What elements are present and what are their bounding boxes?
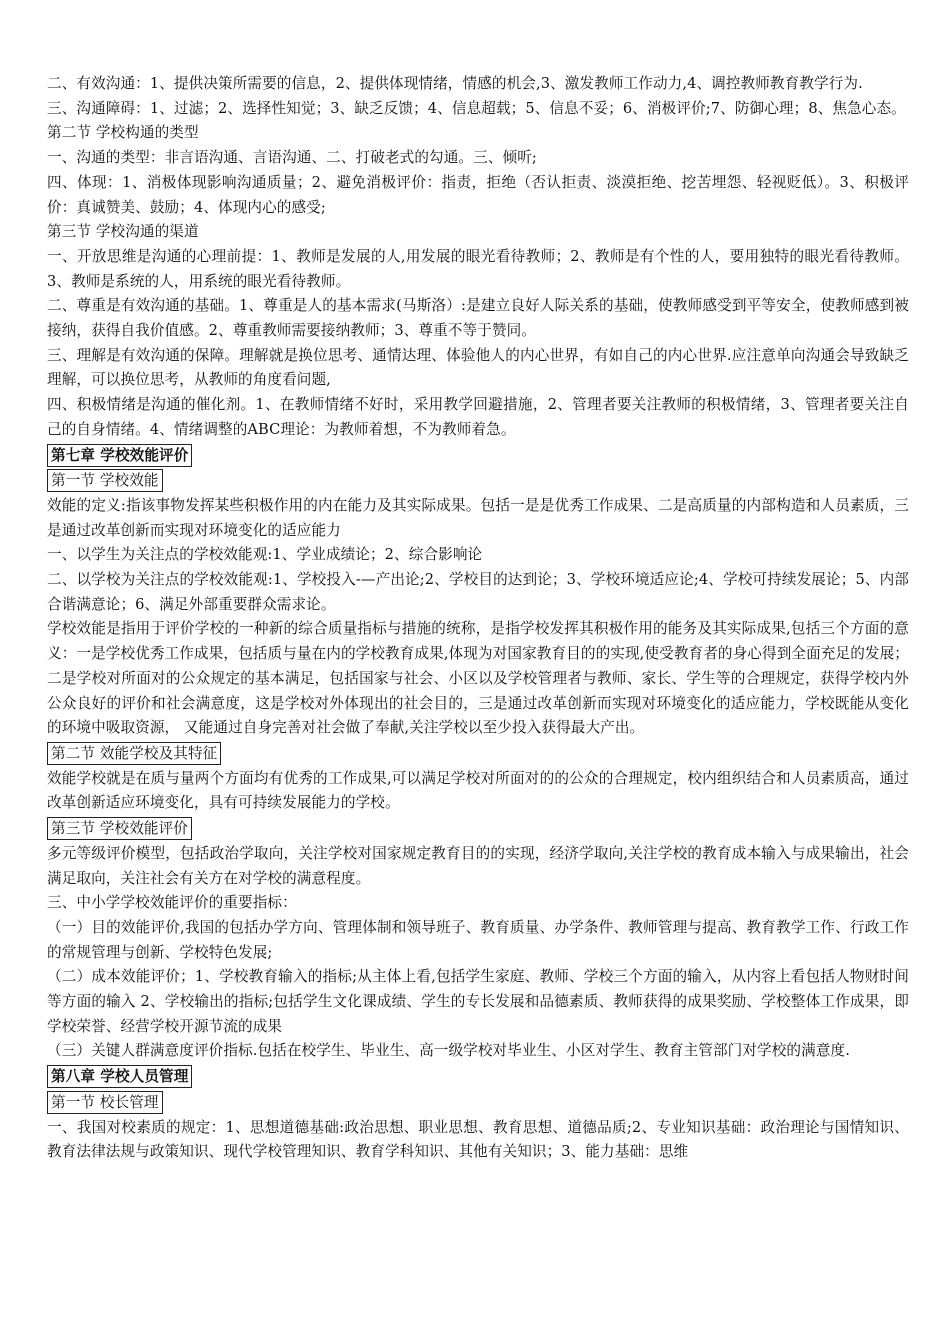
chapter-title: 第七章 学校效能评价: [47, 444, 192, 467]
paragraph: 四、体现：1、消极体现影响沟通质量；2、避免消极评价：指责，拒绝（否认拒责、淡漠拒绝、挖苦埋怨、轻视贬低）。3、积极评价：真诚赞美、鼓励；4、体现内心的感受;: [47, 173, 909, 216]
chapter-heading: [47, 1064, 909, 1090]
paragraph: 四、积极情绪是沟通的催化剂。1、在教师情绪不好时，采用教学回避措施，2、管理者要关注教师的积极情绪，3、管理者要关注自己的自身情绪。4、情绪调整的ABC理论：为教师着想，不为教师着急。: [47, 396, 909, 438]
paragraph: 一、沟通的类型：非言语沟通、言语沟通、二、打破老式的勾通。三、倾听;: [47, 149, 537, 167]
paragraph: （三）关键人群满意度评价指标.包括在校学生、毕业生、高一级学校对毕业生、小区对学生、教育主管部门对学校的满意度.: [47, 1042, 850, 1060]
paragraph: 一、开放思维是沟通的心理前提：1、教师是发展的人,用发展的眼光看待教师；2、教师是有个性的人，要用独特的眼光看待教师。3、教师是系统的人，用系统的眼光看待教师。: [47, 247, 909, 290]
chapter-heading: [47, 443, 909, 469]
paragraph: 第二节 学校构通的类型: [47, 124, 199, 142]
paragraph: （一）目的效能评价,我国的包括办学方向、管理体制和领导班子、教育质量、办学条件、教师管理与提高、教育教学工作、行政工作的常规管理与创新、学校特色发展;: [47, 918, 909, 961]
section-title: 第二节 效能学校及其特征: [47, 742, 221, 765]
chapter-title: 第八章 学校人员管理: [47, 1065, 192, 1088]
section-heading: [47, 741, 909, 767]
paragraph: 三、理解是有效沟通的保障。理解就是换位思考、通情达理、体验他人的内心世界，有如自己的内心世界.应注意单向沟通会导致缺乏理解，可以换位思考，从教师的角度看问题,: [47, 346, 909, 389]
paragraph: 二、尊重是有效沟通的基础。1、尊重是人的基本需求(马斯洛）:是建立良好人际关系的基础，使教师感受到平等安全，使教师感到被接纳，获得自我价值感。2、尊重教师需要接纳教师；3、尊重不等于赞同。: [47, 297, 909, 340]
paragraph: （二）成本效能评价；1、学校教育输入的指标;从主体上看,包括学生家庭、教师、学校三个方面的输入，从内容上看包括人物财时间等方面的输入 2、学校输出的指标;包括学生文化课成绩、学生的专长发展和品德素质、教师获得的成果奖励、学校整体工作成果，即学校荣誉、经营学校开源节流的成果: [47, 968, 909, 1035]
paragraph: 第三节 学校沟通的渠道: [47, 223, 199, 241]
section-title: 第一节 学校效能: [47, 469, 163, 492]
paragraph: 二、有效沟通：1、提供决策所需要的信息，2、提供体现情绪，情感的机会,3、激发教师工作动力,4、调控教师教育教学行为.: [47, 75, 863, 92]
paragraph: 一、我国对校素质的规定：1、思想道德基础:政治思想、职业思想、教育思想、道德品质;2、专业知识基础：政治理论与国情知识、教育法律法规与政策知识、现代学校管理知识、教育学科知识、其他有关知识；3、能力基础：思维: [47, 1118, 909, 1161]
paragraph: 效能学校就是在质与量两个方面均有优秀的工作成果,可以满足学校对所面对的的公众的合理规定，校内组织结合和人员素质高，通过改革创新适应环境变化，具有可持续发展能力的学校。: [47, 769, 909, 812]
section-heading: [47, 816, 909, 842]
section-title: 第三节 学校效能评价: [47, 817, 192, 840]
document-page: [47, 72, 909, 1165]
paragraph: 三、中小学学校效能评价的重要指标：: [47, 894, 297, 912]
paragraph: 二、以学校为关注点的学校效能观:1、学校投入-—产出论;2、学校目的达到论；3、学校环境适应论;4、学校可持续发展论；5、内部合谐满意论；6、满足外部重要群众需求论。: [47, 571, 909, 613]
paragraph: 三、沟通障碍：1、过滤；2、选择性知觉；3、缺乏反馈；4、信息超载；5、信息不妥；6、消极评价;7、防御心理；8、焦急心态。: [47, 99, 906, 117]
section-heading: [47, 468, 909, 494]
paragraph: 多元等级评价模型，包括政治学取向，关注学校对国家规定教育目的的实现，经济学取向,关注学校的教育成本输入与成果输出，社会满足取向，关注社会有关方在对学校的满意程度。: [47, 844, 909, 887]
paragraph: 一、以学生为关注点的学校效能观:1、学业成绩论；2、综合影响论: [47, 546, 483, 564]
section-heading: [47, 1090, 909, 1116]
paragraph: 效能的定义:指该事物发挥某些积极作用的内在能力及其实际成果。包括一是是优秀工作成果、二是高质量的内部构造和人员素质，三是通过改革创新而实现对环境变化的适应能力: [47, 496, 909, 539]
paragraph: 学校效能是指用于评价学校的一种新的综合质量指标与措施的统称，是指学校发挥其积极作用的能务及其实际成果,包括三个方面的意义：一是学校优秀工作成果，包括质与量在内的学校教育成果,体现为对国家教育目的的实现,使受教育者的身心得到全面充足的发展；二是学校对所面对的公众规定的基本满足，包括国家与社会、小区以及学校管理者与教师、家长、学生等的合理规定，获得学校内外公众良好的评价和社会满意度，这是学校对外体现出的社会目的，三是通过改革创新而实现对环境变化的适应能力，学校既能从变化的环境中吸取资源， 又能通过自身完善对社会做了奉献,关注学校以至少投入获得最大产出。: [47, 620, 909, 737]
section-title: 第一节 校长管理: [47, 1091, 163, 1114]
